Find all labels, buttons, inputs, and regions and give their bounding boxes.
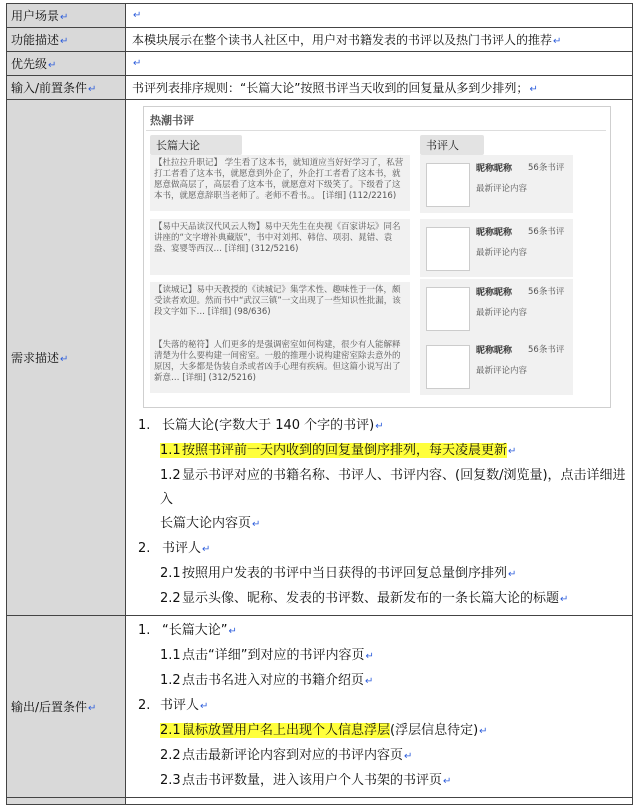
paragraph-mark: ↵ xyxy=(60,354,69,365)
item-text: 点击最新评论内容到对应的书评内容页 xyxy=(182,748,404,763)
item-text: 点击“详细”到对应的书评内容页 xyxy=(182,648,365,663)
item-text: 鼠标放置用户名上出现个人信息浮层 xyxy=(182,723,391,738)
paragraph-mark: ↵ xyxy=(133,58,142,69)
paragraph-mark: ↵ xyxy=(560,594,569,605)
value-cell xyxy=(126,616,633,798)
label-cell xyxy=(7,100,126,616)
reviewer-card[interactable] xyxy=(420,219,573,277)
item-text: “长篇大论” xyxy=(162,623,228,638)
review-count[interactable]: 56条书评 xyxy=(528,163,565,173)
paragraph-mark: ↵ xyxy=(88,703,97,714)
row-priority xyxy=(7,52,633,76)
paragraph-mark: ↵ xyxy=(404,751,413,762)
list-item xyxy=(132,439,626,464)
item-number: 1.2 xyxy=(160,673,181,688)
item-text: 显示头像、昵称、发表的书评数、最新发布的一条长篇大论的标题 xyxy=(182,591,560,606)
paragraph-mark: ↵ xyxy=(479,726,488,737)
avatar[interactable] xyxy=(426,227,470,271)
list-item xyxy=(132,587,626,612)
item-text: 书评人 xyxy=(160,698,200,713)
item-text: 点击书名进入对应的书籍介绍页 xyxy=(182,673,365,688)
item-number: 2. xyxy=(138,698,151,713)
paragraph-mark: ↵ xyxy=(200,701,209,712)
label-scene: 用户场景 xyxy=(11,9,60,23)
row-requirement xyxy=(7,100,633,616)
item-text: 显示书评对应的书籍名称、书评人、书评内容、(回复数/浏览量)，点击详细进入 xyxy=(160,468,626,507)
label-requirement: 需求描述 xyxy=(11,351,60,365)
list-item xyxy=(132,644,626,669)
row-output xyxy=(7,616,633,798)
paragraph-mark: ↵ xyxy=(228,626,237,637)
value-cell xyxy=(126,798,633,805)
highlight xyxy=(160,443,507,458)
paragraph-mark: ↵ xyxy=(48,60,57,71)
list-item xyxy=(132,562,626,587)
review-count[interactable]: 56条书评 xyxy=(528,287,565,297)
review-text: 【失落的秘符】人们更多的是强调密室如何构建，很少有人能解释清楚为什么要构建一间密室。一般的推理小说构建密室除去意外的原因，大多都是伪装自杀或者凶手心理有疾病。但这篇小说写出了新意… [详细] xyxy=(154,340,401,383)
paragraph-mark: ↵ xyxy=(202,544,211,555)
review-text: 【易中天品读汉代风云人物】易中天先生在央视《百家讲坛》同名讲座的“文字增补典藏版”，书中对刘邦、韩信、项羽、晁错、袁盎、宴婴等西汉… [详细] xyxy=(154,222,401,254)
list-item xyxy=(132,537,626,562)
item-number: 2.1 xyxy=(160,723,181,738)
highlight xyxy=(160,723,390,738)
requirement-list xyxy=(132,414,626,612)
value-cell xyxy=(126,100,633,616)
list-item xyxy=(132,619,626,644)
reviewer-name[interactable]: 昵称昵称 xyxy=(476,288,513,298)
label-cell xyxy=(7,76,126,100)
avatar[interactable] xyxy=(426,163,470,207)
paragraph-mark: ↵ xyxy=(553,36,562,47)
item-text: 长篇大论内容页 xyxy=(160,516,252,531)
item-number: 2.1 xyxy=(160,566,181,581)
paragraph-mark: ↵ xyxy=(365,676,374,687)
label-precondition: 输入/前置条件 xyxy=(11,81,88,95)
value-cell xyxy=(126,28,633,52)
paragraph-mark: ↵ xyxy=(443,776,452,787)
review-item[interactable] xyxy=(150,219,410,275)
latest-review[interactable]: 最新评论内容 xyxy=(476,184,528,194)
row-function xyxy=(7,28,633,52)
paragraph-mark: ↵ xyxy=(375,421,384,432)
item-number: 2.2 xyxy=(160,591,181,606)
item-text: 按照书评前一天内收到的回复量倒序排列，每天凌晨更新 xyxy=(182,443,508,458)
list-item xyxy=(132,719,626,744)
row-scene xyxy=(7,4,633,28)
requirements-document xyxy=(6,3,633,805)
label-cell xyxy=(7,28,126,52)
paragraph-mark: ↵ xyxy=(508,446,517,457)
review-item[interactable] xyxy=(150,337,410,393)
requirements-table xyxy=(6,3,633,805)
paragraph-mark: ↵ xyxy=(529,84,538,95)
item-text: 书评人 xyxy=(162,541,202,556)
list-item xyxy=(132,464,626,512)
reviewer-name[interactable]: 昵称昵称 xyxy=(476,346,513,356)
review-stats: (112/2216) xyxy=(348,191,397,201)
latest-review[interactable]: 最新评论内容 xyxy=(476,366,528,376)
reviewer-card[interactable] xyxy=(420,155,573,213)
avatar[interactable] xyxy=(426,287,470,331)
review-count[interactable]: 56条书评 xyxy=(528,227,565,237)
item-text: 点击书评数量，进入该用户个人书架的书评页 xyxy=(182,773,443,788)
list-item xyxy=(132,769,626,794)
review-text: 【读城记】易中天教授的《读城记》集学术性、趣味性于一体，颇受读者欢迎。然而书中“武汉三镇”一文出现了一些知识性批漏，该段文字如下… [详细] xyxy=(154,285,401,317)
list-item xyxy=(132,694,626,719)
list-item xyxy=(132,744,626,769)
item-number: 1. xyxy=(138,418,151,433)
review-stats: (312/5216) xyxy=(251,244,299,254)
output-list xyxy=(132,619,626,794)
paragraph-mark: ↵ xyxy=(88,84,97,95)
list-item xyxy=(132,414,626,439)
paragraph-mark: ↵ xyxy=(508,569,517,580)
item-text: 长篇大论(字数大于 140 个字的书评) xyxy=(162,418,375,433)
review-item[interactable] xyxy=(150,155,410,211)
item-note: (浮层信息待定) xyxy=(390,723,479,738)
label-cell xyxy=(7,798,126,805)
review-count[interactable]: 56条书评 xyxy=(528,345,565,355)
paragraph-mark: ↵ xyxy=(133,10,142,21)
paragraph-mark: ↵ xyxy=(252,519,261,530)
list-item xyxy=(132,669,626,694)
latest-review[interactable]: 最新评论内容 xyxy=(476,248,528,258)
reviewer-name[interactable]: 昵称昵称 xyxy=(476,228,513,238)
paragraph-mark: ↵ xyxy=(60,36,69,47)
paragraph-mark: ↵ xyxy=(365,651,374,662)
label-function: 功能描述 xyxy=(11,33,60,47)
item-number: 2.2 xyxy=(160,748,181,763)
paragraph-mark: ↵ xyxy=(60,12,69,23)
reviewer-card[interactable] xyxy=(420,337,573,395)
latest-review[interactable]: 最新评论内容 xyxy=(476,308,528,318)
item-number: 2.3 xyxy=(160,773,181,788)
label-cell xyxy=(7,52,126,76)
item-number: 2. xyxy=(138,541,151,556)
label-cell xyxy=(7,4,126,28)
row-bottom xyxy=(7,798,633,805)
tab-long-reviews[interactable]: 长篇大论 xyxy=(150,135,242,155)
avatar[interactable] xyxy=(426,345,470,389)
review-item[interactable] xyxy=(150,282,410,338)
row-precondition xyxy=(7,76,633,100)
item-number: 1.1 xyxy=(160,443,181,458)
review-text: 【杜拉拉升职记】 学生看了这本书，就知道应当好好学习了，私营打工者看了这本书，就愿意到外企了，外企打工者看了这本书，就愿意做高层了，高层看了这本书，就愿意对下级笑了。下级看了这本书，就愿意辞职当老师了。老师不看书。。 [详细] xyxy=(154,158,404,201)
item-number: 1.2 xyxy=(160,468,181,483)
value-cell xyxy=(126,76,633,100)
review-stats: (98/636) xyxy=(234,307,271,317)
item-number: 1. xyxy=(138,623,151,638)
ui-mockup xyxy=(143,106,611,408)
value-cell xyxy=(126,4,633,28)
label-priority: 优先级 xyxy=(11,57,48,71)
label-output: 输出/后置条件 xyxy=(11,700,88,714)
value-function: 本模块展示在整个读书人社区中，用户对书籍发表的书评以及热门书评人的推荐 xyxy=(132,33,553,47)
value-precondition: 书评列表排序规则：“长篇大论”按照书评当天收到的回复量从多到少排列； xyxy=(132,81,529,95)
list-item-continued xyxy=(132,512,626,537)
reviewer-name[interactable]: 昵称昵称 xyxy=(476,164,513,174)
reviewer-card[interactable] xyxy=(420,279,573,337)
item-text: 按照用户发表的书评中当日获得的书评回复总量倒序排列 xyxy=(182,566,508,581)
tab-reviewers[interactable]: 书评人 xyxy=(420,135,484,155)
item-number: 1.1 xyxy=(160,648,181,663)
value-cell xyxy=(126,52,633,76)
mockup-title: 热潮书评 xyxy=(150,114,194,127)
review-stats: (312/5216) xyxy=(208,373,256,383)
divider xyxy=(146,130,606,131)
label-cell xyxy=(7,616,126,798)
